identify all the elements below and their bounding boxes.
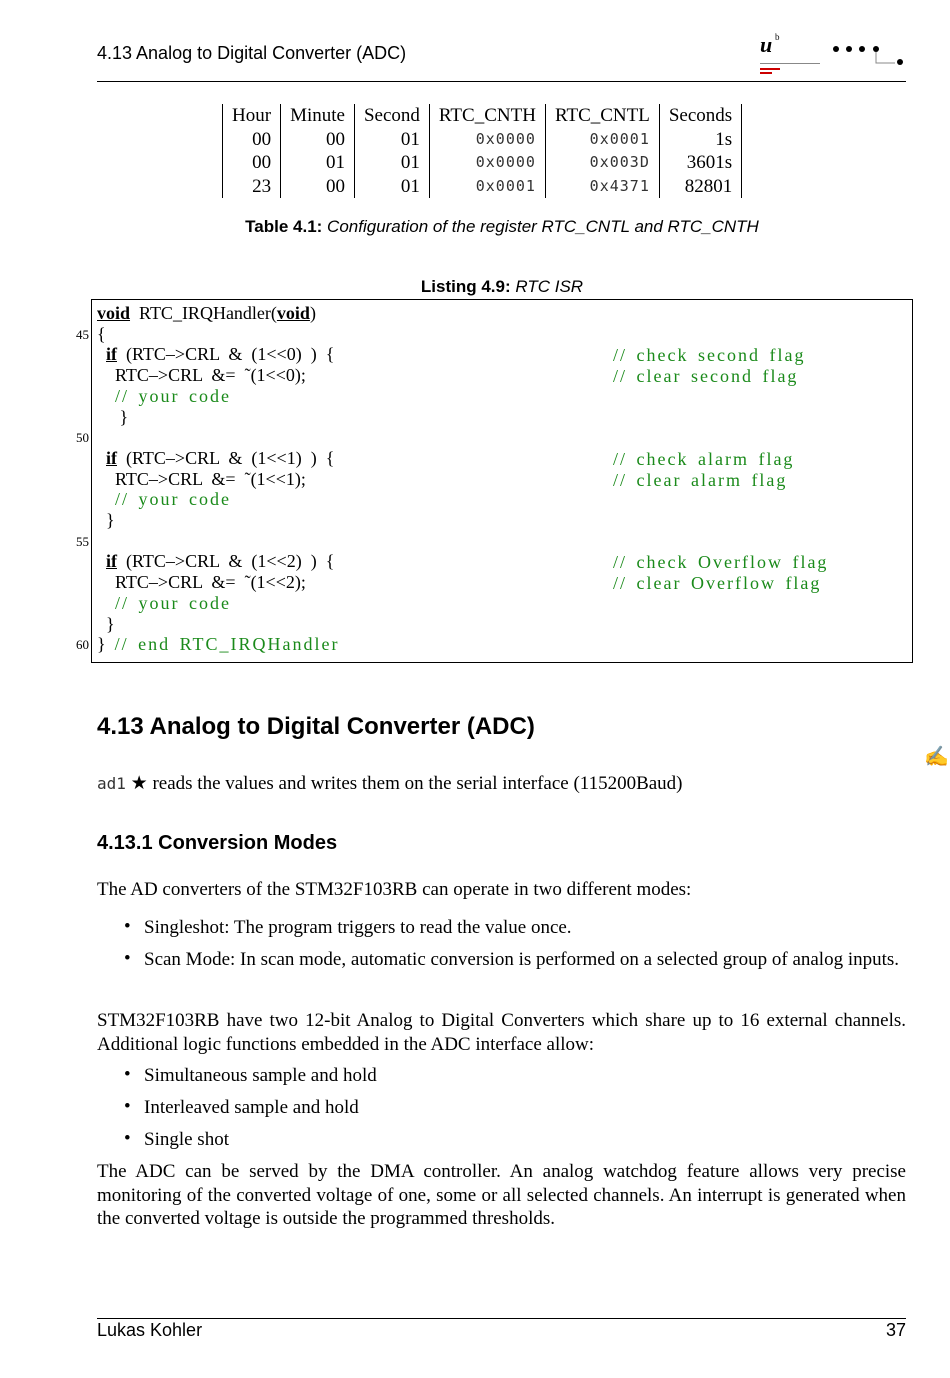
caption-label: Listing 4.9:: [420, 277, 511, 296]
code-line: [97, 303, 316, 324]
code-line: [97, 510, 115, 531]
cell: 0x4371: [545, 175, 659, 199]
page-number: 37: [885, 1320, 906, 1340]
bullet: •: [124, 916, 131, 937]
caption-text: RTC ISR: [515, 277, 584, 296]
code-keyword: void: [97, 303, 131, 323]
cell: 01: [354, 175, 429, 199]
svg-text:u: u: [760, 32, 773, 57]
code-comment: // check second flag: [613, 345, 806, 366]
code-text: [97, 593, 115, 613]
code-comment: // clear alarm flag: [613, 469, 788, 490]
caption-label: Table 4.1:: [245, 217, 323, 236]
cell: 0x0000: [429, 151, 545, 175]
svg-text:b: b: [775, 32, 780, 42]
code-keyword: if: [106, 447, 117, 468]
cell: 23: [223, 175, 281, 199]
code-line: [97, 614, 115, 635]
cell: 01: [281, 151, 355, 175]
list-item: Interleaved sample and hold: [144, 1097, 359, 1118]
cell: 00: [281, 175, 355, 199]
code-keyword: if: [106, 551, 117, 572]
col-header: RTC_CNTL: [545, 104, 659, 128]
bullet: •: [124, 1064, 131, 1085]
caption-text: Configuration of the register RTC_CNTL and RTC_CNTH: [327, 217, 759, 236]
cell: 00: [223, 128, 281, 152]
code-line: [97, 593, 231, 614]
code-line: [97, 551, 334, 572]
cell: 0x0001: [545, 128, 659, 152]
intro-text: reads the values and writes them on the serial interface (115200Baud): [147, 773, 683, 794]
line-number: 50: [76, 430, 89, 445]
table-row: [223, 128, 742, 152]
col-header: Second: [354, 104, 429, 128]
code-text: {: [97, 323, 106, 344]
code-text: RTC_IRQHandler(: [130, 303, 277, 323]
table-row: [223, 151, 742, 175]
cell: 00: [281, 128, 355, 152]
code-line: [97, 365, 306, 386]
listing-caption: [0, 277, 950, 297]
cell: 1s: [659, 128, 741, 152]
table-header-row: [223, 104, 742, 128]
line-number: 55: [76, 534, 89, 549]
program-name: ad1: [97, 774, 126, 793]
code-text: [97, 386, 115, 406]
code-line: [97, 386, 231, 407]
code-comment: // clear Overflow flag: [613, 573, 822, 594]
section-heading: 4.13 Analog to Digital Converter (ADC): [97, 713, 535, 740]
cell: 0x0001: [429, 175, 545, 199]
code-text: [97, 489, 115, 509]
intro-paragraph: [97, 772, 906, 796]
cell: 01: [354, 128, 429, 152]
code-keyword: if: [106, 344, 117, 365]
writing-hand-icon: ✍: [924, 746, 949, 768]
footer-author: Lukas Kohler: [97, 1320, 203, 1340]
rtc-config-table: [222, 104, 742, 198]
code-text: }: [97, 634, 115, 655]
running-header: 4.13 Analog to Digital Converter (ADC): [97, 43, 407, 63]
code-comment: // check Overflow flag: [613, 552, 829, 573]
code-comment: // your code: [115, 592, 231, 613]
code-comment: // clear second flag: [613, 366, 799, 387]
footer-rule: [97, 1318, 906, 1319]
code-text: ): [309, 303, 316, 323]
code-comment: // your code: [115, 489, 231, 510]
code-text: (RTC–>CRL & (1<<1) ) {: [117, 447, 335, 468]
code-text: (RTC–>CRL & (1<<0) ) {: [117, 344, 335, 365]
cell: 01: [354, 151, 429, 175]
code-text: [97, 344, 106, 364]
subsection-heading: 4.13.1 Conversion Modes: [97, 832, 338, 854]
university-logo: [760, 30, 910, 75]
cell: 00: [223, 151, 281, 175]
cell: 0x003D: [545, 151, 659, 175]
paragraph: The AD converters of the STM32F103RB can operate in two different modes:: [97, 879, 692, 900]
cell: 0x0000: [429, 128, 545, 152]
col-header: Seconds: [659, 104, 741, 128]
bullet: •: [124, 1128, 131, 1149]
cell: 3601s: [659, 151, 741, 175]
paragraph: The ADC can be served by the DMA controller. An analog watchdog feature allows very precise monitoring of the converted voltage of one, some or all selected channels. An interrupt is generated when the converted voltage is outside the programmed thresholds.: [97, 1161, 906, 1229]
code-text: }: [97, 510, 115, 530]
code-text: RTC–>CRL &= ˜(1<<2);: [97, 572, 306, 593]
code-text: (RTC–>CRL & (1<<2) ) {: [117, 551, 335, 572]
line-number: 60: [76, 637, 89, 652]
code-text: [97, 551, 106, 571]
code-line: [97, 634, 340, 655]
code-text: RTC–>CRL &= ˜(1<<0);: [97, 365, 306, 386]
list-item: Singleshot: The program triggers to read the value once.: [144, 917, 572, 938]
code-line: [97, 489, 231, 510]
code-line: [97, 572, 306, 593]
bullet: •: [124, 1096, 131, 1117]
col-header: RTC_CNTH: [429, 104, 545, 128]
code-keyword: void: [276, 303, 310, 323]
code-line: [97, 324, 106, 345]
col-header: Minute: [281, 104, 355, 128]
code-comment: // end RTC_IRQHandler: [114, 634, 340, 655]
paragraph: STM32F103RB have two 12-bit Analog to Digital Converters which share up to 16 external channels. Additional logic functions embedded in the ADC interface allow:: [97, 1010, 906, 1055]
header-rule: [97, 81, 906, 82]
code-comment: // your code: [115, 385, 231, 406]
line-number: 45: [76, 327, 89, 342]
bullet: •: [124, 948, 131, 969]
list-item: Simultaneous sample and hold: [144, 1065, 377, 1086]
cell: 82801: [659, 175, 741, 199]
code-text: }: [97, 406, 129, 427]
code-comment: // check alarm flag: [613, 448, 795, 469]
code-text: }: [97, 613, 115, 634]
code-line: [97, 344, 334, 365]
code-text: RTC–>CRL &= ˜(1<<1);: [97, 468, 306, 489]
star-icon: ★: [130, 773, 148, 794]
table-row: [223, 175, 742, 199]
list-item: Scan Mode: In scan mode, automatic conversion is performed on a selected group of analog inputs.: [144, 949, 900, 970]
code-line: [97, 469, 306, 490]
col-header: Hour: [223, 104, 281, 128]
code-line: [97, 407, 128, 428]
list-item: Single shot: [144, 1129, 229, 1150]
table-caption: [0, 217, 950, 237]
code-text: [97, 448, 106, 468]
code-line: [97, 448, 334, 469]
